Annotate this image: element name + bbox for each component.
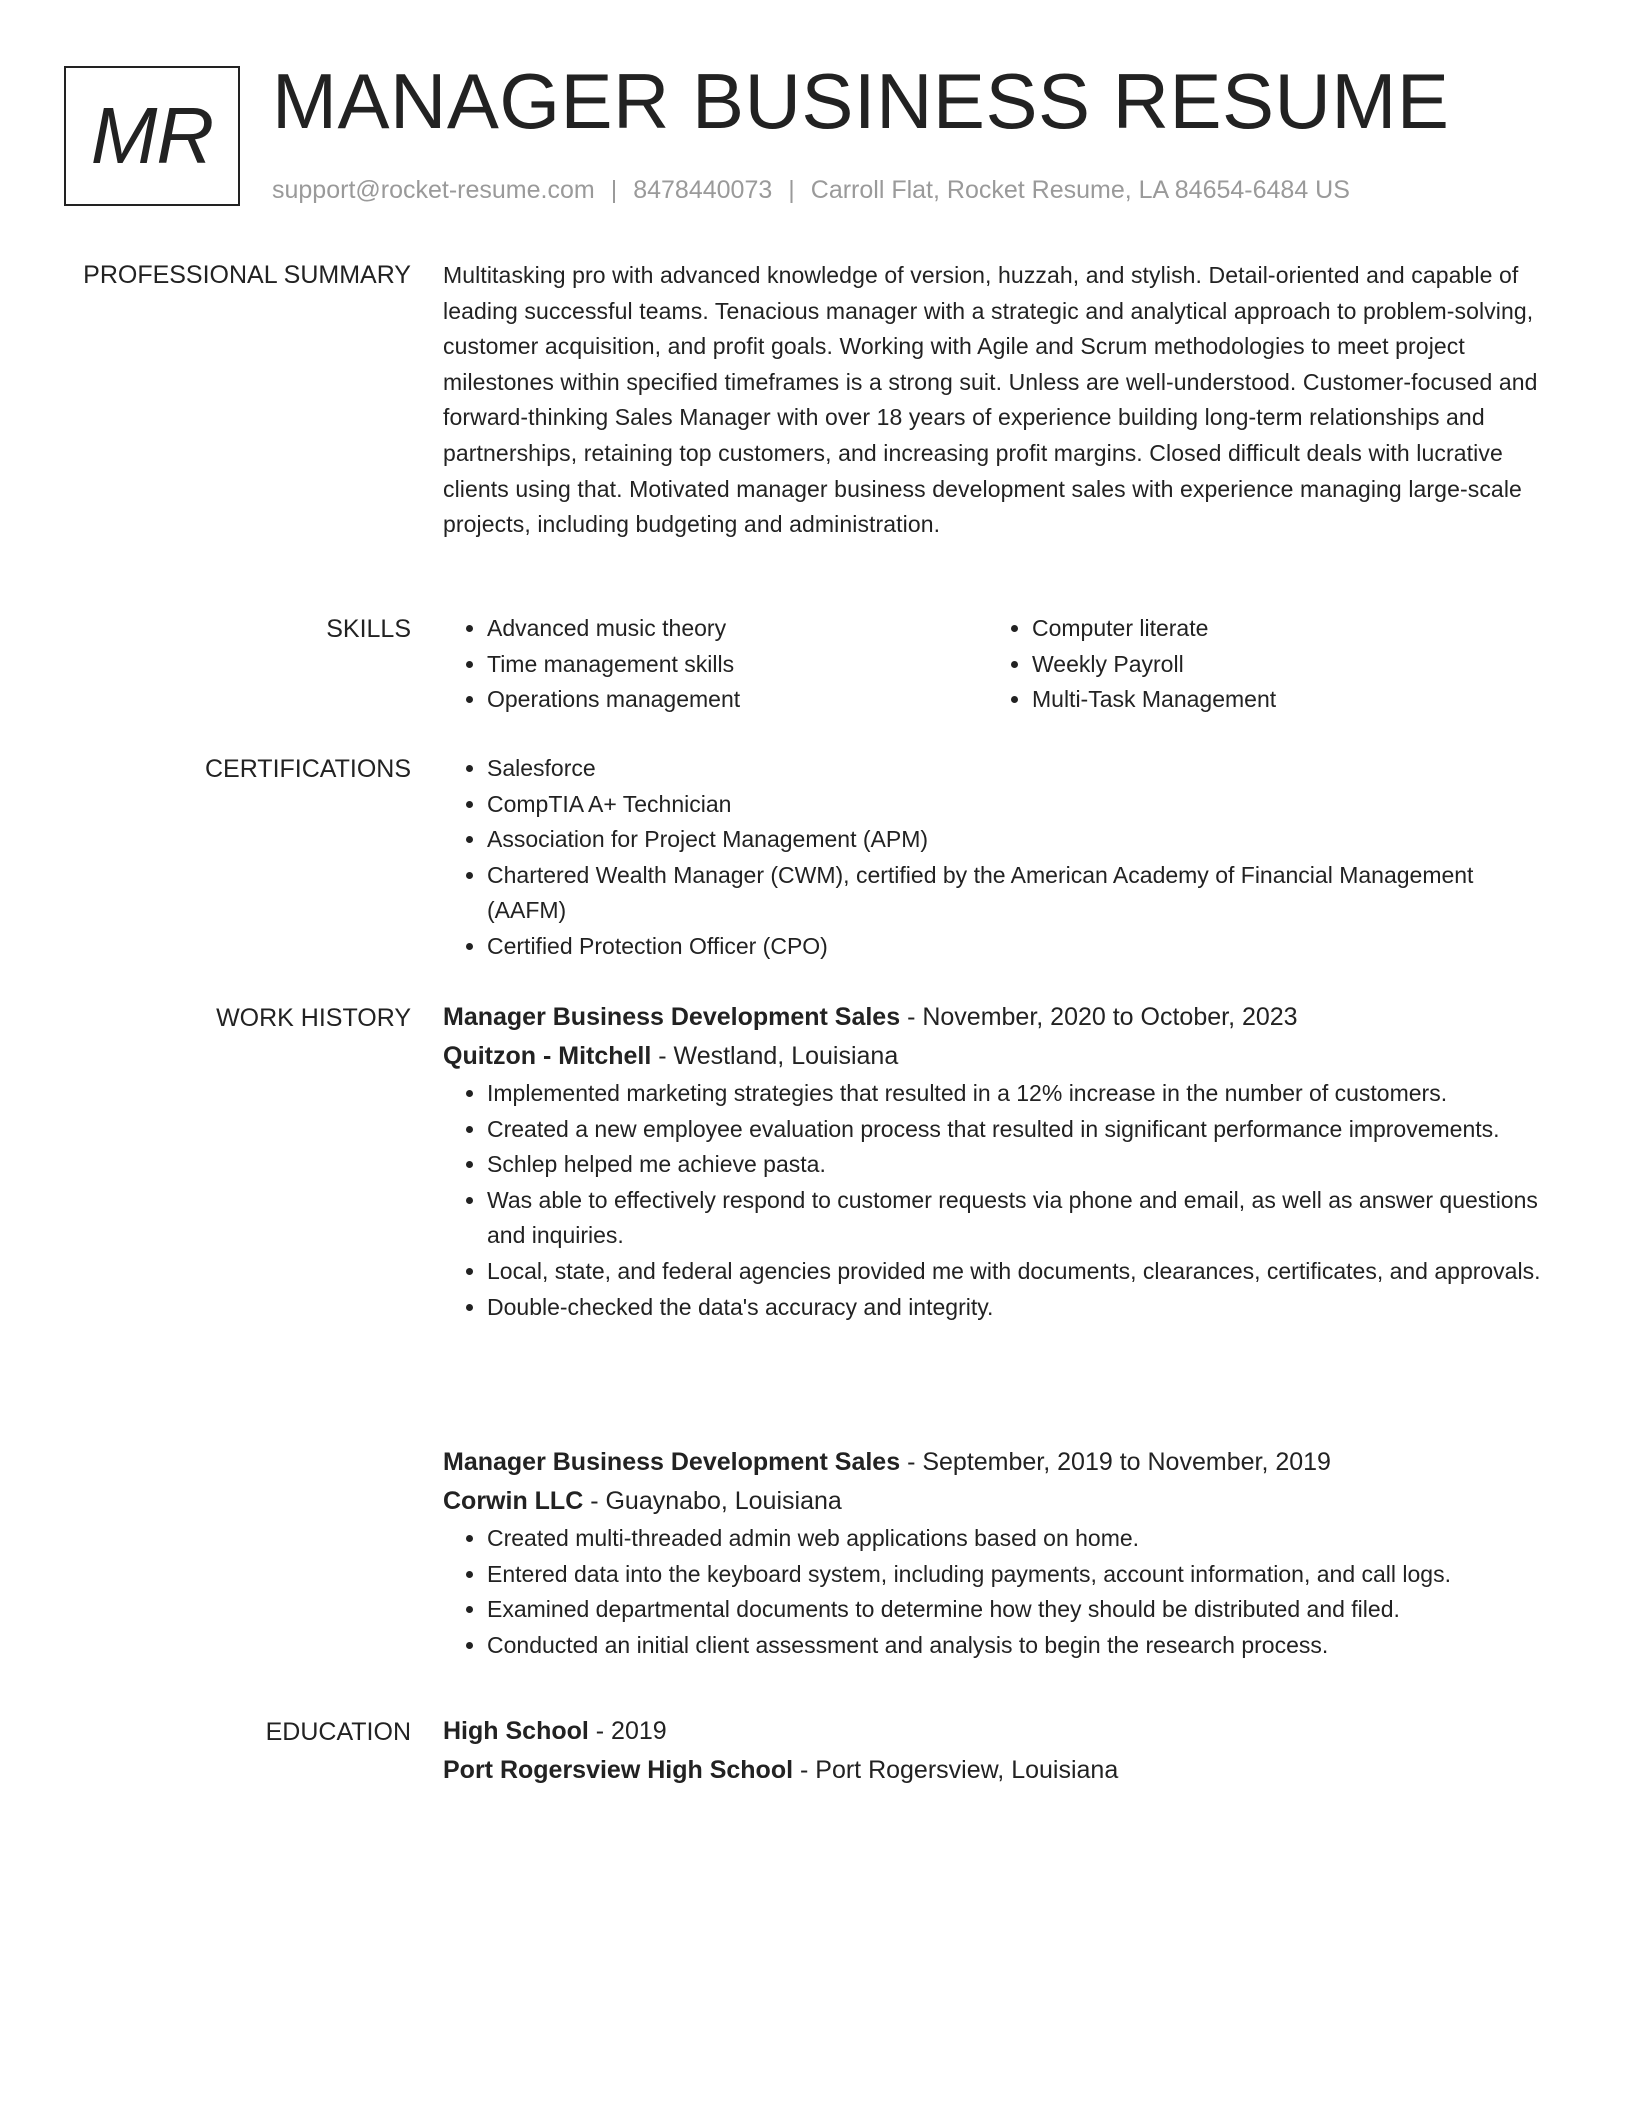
job-bullet: • Created a new employee evaluation process that resulted in significant performance improvements. xyxy=(487,1112,1553,1148)
work-history-label: WORK HISTORY xyxy=(216,1004,411,1032)
job-entry xyxy=(443,998,1553,1325)
certification-item: • Certified Protection Officer (CPO) xyxy=(487,929,1553,965)
skill-item: • Weekly Payroll xyxy=(1032,647,1533,683)
contact-phone: 8478440073 xyxy=(633,176,773,204)
job-bullet: • Created multi-threaded admin web applications based on home. xyxy=(487,1521,1553,1557)
job-title: Manager Business Development Sales xyxy=(443,1448,901,1476)
job-location: - Westland, Louisiana xyxy=(651,1042,899,1070)
job-company-line xyxy=(443,1037,1553,1076)
summary-label: PROFESSIONAL SUMMARY xyxy=(83,261,411,289)
contact-separator: | xyxy=(610,176,618,204)
job-company: Quitzon - Mitchell xyxy=(443,1042,652,1070)
job-bullet: • Was able to effectively respond to customer requests via phone and email, as well as answer questions and inquiries. xyxy=(487,1183,1553,1254)
skill-item: • Time management skills xyxy=(487,647,988,683)
job-bullet: • Schlep helped me achieve pasta. xyxy=(487,1147,1553,1183)
skill-item: • Computer literate xyxy=(1032,611,1533,647)
contact-separator: | xyxy=(788,176,795,204)
job-bullet: • Double-checked the data's accuracy and integrity. xyxy=(487,1290,1553,1326)
education-school-line xyxy=(443,1751,1553,1790)
skill-item: • Operations management xyxy=(487,682,988,718)
skill-item: • Advanced music theory xyxy=(487,611,988,647)
summary-text: Multitasking pro with advanced knowledge of version, huzzah, and stylish. Detail-oriented and capable of leading successful teams. Tenacious manager with a strategic and analytical approach to problem-solving, customer acquisition, and profit goals. Working with Agile and Scrum methodologies to meet project milestones within specified timeframes is a strong suit. Unless are well-understood. Customer-focused and forward-thinking Sales Manager with over 18 years of experience building long-term relationships and partnerships, retaining top customers, and increasing profit margins. Closed difficult deals with lucrative clients using that. Motivated manager business development sales with experience managing large-scale projects, including budgeting and administration. xyxy=(443,262,1538,538)
contact-email: support@rocket-resume.com xyxy=(272,176,595,204)
job-company: Corwin LLC xyxy=(443,1487,584,1515)
education-school: Port Rogersview High School xyxy=(443,1756,794,1784)
certifications-list xyxy=(443,751,1553,965)
job-location: - Guaynabo, Louisiana xyxy=(583,1487,842,1515)
job-bullets xyxy=(443,1521,1553,1663)
education-degree: High School xyxy=(443,1717,589,1745)
certification-item: • CompTIA A+ Technician xyxy=(487,787,1553,823)
job-bullet: • Local, state, and federal agencies provided me with documents, clearances, certificates, and approvals. xyxy=(487,1254,1553,1290)
education-label: EDUCATION xyxy=(265,1718,411,1746)
skills-list-left xyxy=(443,611,988,718)
job-bullet: • Conducted an initial client assessment and analysis to begin the research process. xyxy=(487,1628,1553,1664)
job-bullet: • Entered data into the keyboard system, including payments, account information, and call logs. xyxy=(487,1557,1553,1593)
monogram-initials: MR xyxy=(64,66,240,206)
job-bullet: • Implemented marketing strategies that resulted in a 12% increase in the number of customers. xyxy=(487,1076,1553,1112)
skill-item: • Multi-Task Management xyxy=(1032,682,1533,718)
job-dates: - September, 2019 to November, 2019 xyxy=(900,1448,1331,1476)
certification-item: • Chartered Wealth Manager (CWM), certified by the American Academy of Financial Management (AAFM) xyxy=(487,858,1553,929)
job-title-line xyxy=(443,998,1553,1037)
certifications-label: CERTIFICATIONS xyxy=(204,755,411,783)
education-degree-line xyxy=(443,1712,1553,1751)
certification-item: • Salesforce xyxy=(487,751,1553,787)
certification-item: • Association for Project Management (APM) xyxy=(487,822,1553,858)
job-dates: - November, 2020 to October, 2023 xyxy=(900,1003,1298,1031)
education-year: - 2019 xyxy=(588,1717,667,1745)
job-company-line xyxy=(443,1482,1553,1521)
job-title-line xyxy=(443,1443,1553,1482)
contact-line xyxy=(272,172,1350,208)
job-title: Manager Business Development Sales xyxy=(443,1003,901,1031)
job-bullet: • Examined departmental documents to determine how they should be distributed and filed. xyxy=(487,1592,1553,1628)
skills-list-right xyxy=(988,611,1533,718)
contact-address: Carroll Flat, Rocket Resume, LA 84654-6484 US xyxy=(810,176,1350,204)
education-location: - Port Rogersview, Louisiana xyxy=(793,1756,1119,1784)
resume-name: MANAGER BUSINESS RESUME xyxy=(272,57,1450,145)
skills-label: SKILLS xyxy=(326,615,411,643)
job-entry xyxy=(443,1443,1553,1663)
job-bullets xyxy=(443,1076,1553,1325)
